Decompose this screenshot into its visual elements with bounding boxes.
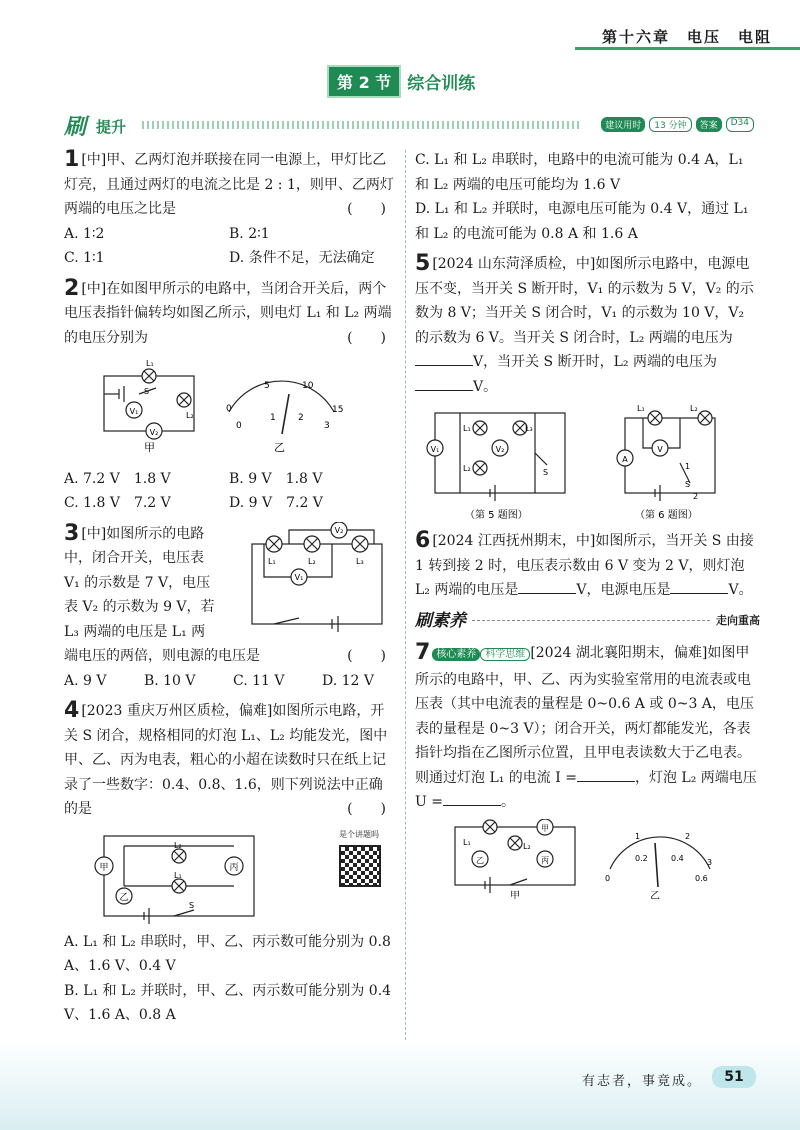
question-text: V，电源电压是: [576, 582, 671, 598]
svg-text:丙: 丙: [541, 855, 549, 865]
circuit-figure-q4: [84, 826, 264, 926]
svg-text:L₁: L₁: [463, 837, 471, 847]
question-3: [64, 522, 394, 694]
answer-label: 答案: [696, 117, 722, 132]
svg-text:丙: 丙: [229, 862, 239, 873]
svg-text:15: 15: [332, 405, 344, 415]
stripe-decoration: [142, 121, 582, 129]
svg-text:0.6: 0.6: [695, 873, 708, 883]
option-b: B. 9 V 1.8 V: [229, 470, 323, 487]
circuit-figure-q7: [415, 819, 745, 899]
answer-blank[interactable]: [670, 580, 728, 594]
svg-text:V₂: V₂: [334, 525, 344, 535]
answer-blank[interactable]: [577, 768, 635, 782]
answer-blank[interactable]: [415, 377, 473, 391]
question-text: V，当开关 S 断开时，L₂ 两端的电压为: [473, 354, 717, 370]
option-a: A. L₁ 和 L₂ 串联时，甲、乙、丙示数可能分别为 0.8 A、1.6 V、0.4 V: [64, 933, 391, 974]
question-number: 3: [64, 520, 80, 546]
answer-paren: ( ): [347, 801, 386, 817]
svg-text:L₁: L₁: [146, 359, 154, 368]
question-2: [64, 277, 394, 516]
question-text: [2024 湖北襄阳期末，偏难]如图甲所示的电路中，甲、乙、丙为实验室常用的电流表或电压表（其中电流表的量程是 0~0.6 A 或 0~3 A，电压表的量程是 0~3 V）；闭合开关，两灯都能发光，各表指针均指在乙图所示位置，且甲电表读数大于乙电表。则通过灯泡 L₁ 的电流 I =: [415, 645, 754, 786]
question-number: 5: [415, 251, 431, 276]
svg-text:S: S: [189, 900, 195, 910]
answer-page: D34: [726, 117, 754, 132]
option-b: B. 2∶1: [229, 225, 270, 242]
answer-blank[interactable]: [518, 580, 576, 594]
qr-code: [339, 830, 394, 910]
answer-paren: ( ): [347, 201, 386, 217]
circuit-figures-q5-q6: [415, 403, 755, 523]
question-number: 4: [64, 698, 80, 723]
left-column: [64, 148, 394, 1034]
option-b: B. L₁ 和 L₂ 并联时，甲、乙、丙示数可能分别为 0.4 V、1.6 A、0.8 A: [64, 982, 392, 1023]
question-number: 7: [415, 640, 431, 665]
answer-blank[interactable]: [443, 792, 501, 806]
column-divider: [405, 150, 406, 1055]
question-text: 。: [500, 794, 515, 810]
option-a: A. 9 V: [64, 672, 107, 689]
option-d: D. L₁ 和 L₂ 并联时，电源电压可能为 0.4 V，通过 L₁ 和 L₂ 的电流可能为 0.8 A 和 1.6 A: [415, 201, 749, 242]
svg-text:1: 1: [270, 413, 276, 423]
svg-text:5: 5: [264, 381, 270, 391]
svg-text:3: 3: [324, 421, 330, 431]
svg-text:L₁: L₁: [637, 404, 645, 413]
subsection-tagline: 走向重高: [716, 613, 760, 627]
question-text: [2024 江西抚州期末，中]如图所示，当开关 S 由接 1 转到接 2 时，电压表示数由 6 V 变为 2 V，则灯泡 L₂ 两端的电压是: [415, 533, 754, 598]
svg-text:A: A: [622, 455, 628, 464]
circuit-figure-q3: [244, 522, 394, 632]
subsection-title: 刷素养: [415, 610, 466, 631]
svg-text:甲: 甲: [99, 862, 109, 873]
svg-text:V₁: V₁: [430, 445, 440, 454]
svg-text:0: 0: [226, 404, 232, 414]
chapter-header: [0, 0, 800, 58]
svg-text:V₂: V₂: [495, 445, 505, 454]
question-text: 表 V₂ 的示数为 9 V，若: [64, 599, 215, 615]
question-number: 2: [64, 275, 80, 301]
svg-text:3: 3: [707, 857, 713, 867]
svg-text:L₃: L₃: [356, 556, 364, 566]
svg-text:乙: 乙: [119, 892, 129, 903]
banner-subtitle: 提升: [96, 118, 127, 136]
option-c: C. 1.8 V 7.2 V: [64, 495, 171, 511]
motto: 有志者，事竟成。: [581, 1074, 702, 1089]
svg-text:0.2: 0.2: [635, 853, 648, 863]
svg-text:S: S: [543, 468, 549, 477]
svg-text:L₁: L₁: [174, 870, 182, 880]
fig-label-yi: 乙: [650, 890, 660, 899]
question-5: [415, 252, 760, 523]
svg-text:0.4: 0.4: [671, 853, 684, 863]
option-a: A. 7.2 V 1.8 V: [64, 470, 171, 487]
time-value: 13 分钟: [649, 117, 691, 132]
answer-paren: ( ): [347, 329, 386, 346]
svg-text:S: S: [144, 387, 150, 396]
qr-label: 是个讲题吗: [339, 829, 379, 839]
question-text: 端电压的两倍，则电源的电压是: [64, 648, 260, 664]
question-text: [中]在如图甲所示的电路中，当闭合开关后，两个电压表指针偏转均如图乙所示，则电灯 L₁ 和 L₂ 两端的电压分别为: [64, 280, 392, 346]
question-number: 6: [415, 528, 431, 553]
svg-text:L₃: L₃: [525, 424, 533, 433]
option-b: B. 10 V: [143, 672, 196, 689]
svg-text:1: 1: [685, 462, 691, 471]
question-text: [2023 重庆万州区质检，偏难]如图所示电路，开关 S 闭合，规格相同的灯泡 L₁、L₂ 均能发光，图中甲、乙、丙为电表，粗心的小超在读数时只在纸上记录了一些数字：0.4、0.8、1.6，则下列说法中正确的是: [64, 703, 388, 817]
option-d: D. 12 V: [321, 672, 374, 689]
right-column: [415, 148, 760, 905]
svg-text:0: 0: [605, 873, 611, 883]
section-title: [327, 66, 475, 96]
svg-text:L₂: L₂: [186, 411, 194, 420]
svg-text:L₂: L₂: [690, 404, 698, 413]
svg-text:V₁: V₁: [129, 407, 139, 416]
option-a: A. 1∶2: [64, 225, 105, 242]
svg-text:L₂: L₂: [308, 556, 316, 566]
caption-q5: （第 5 题图）: [465, 510, 528, 521]
svg-text:V₁: V₁: [294, 572, 304, 582]
question-text: V。: [473, 378, 498, 395]
section-name: 综合训练: [407, 73, 476, 94]
page-number: 51: [712, 1066, 756, 1088]
question-text: [中]甲、乙两灯泡并联接在同一电源上，甲灯比乙灯亮，且通过两灯的电流之比是 2 : 1，则甲、乙两灯两端的电压之比是: [64, 152, 394, 217]
svg-text:V₂: V₂: [149, 428, 159, 437]
svg-text:甲: 甲: [541, 823, 549, 833]
fig-label-yi: 乙: [274, 441, 285, 454]
question-text: 中，闭合开关，电压表: [64, 550, 204, 566]
badge-core: 核心素养: [432, 648, 480, 661]
question-text: ，灯泡 L₂ 两端电压 U =: [415, 769, 757, 810]
svg-text:乙: 乙: [476, 855, 484, 865]
practice-banner: [64, 110, 754, 138]
option-c: C. 1∶1: [64, 250, 105, 266]
svg-text:L₂: L₂: [523, 841, 531, 851]
svg-text:L₁: L₁: [463, 424, 471, 433]
page-footer: [0, 1040, 800, 1130]
svg-text:2: 2: [685, 831, 691, 841]
question-6: [415, 529, 760, 603]
option-d: D. 条件不足，无法确定: [229, 250, 375, 266]
question-text: [2024 山东菏泽质检，中]如图所示电路中，电源电压不变，当开关 S 断开时，V₁ 的示数为 5 V，V₂ 的示数为 8 V；当开关 S 闭合时，V₁ 的示数为 10 V，V₂ 的示数为 6 V。当开关 S 闭合时，L₂ 两端的电压为: [415, 256, 754, 346]
answer-paren: ( ): [347, 648, 386, 664]
fig-label-jia: 甲: [510, 890, 520, 899]
time-label: 建议用时: [601, 117, 645, 132]
svg-text:S: S: [685, 480, 691, 489]
question-text: L₃ 两端的电压是 L₁ 两: [64, 623, 206, 640]
svg-text:10: 10: [302, 381, 314, 391]
svg-text:L₁: L₁: [268, 556, 276, 566]
question-7: [415, 641, 760, 899]
option-d: D. 9 V 7.2 V: [229, 495, 323, 511]
section-number: 第 2 节: [327, 65, 401, 98]
svg-text:2: 2: [693, 492, 699, 501]
shua-logo: 刷: [64, 115, 87, 140]
svg-text:0: 0: [236, 421, 242, 431]
question-text: [中]如图所示的电路: [81, 525, 205, 542]
option-c: C. L₁ 和 L₂ 串联时，电路中的电流可能为 0.4 A，L₁ 和 L₂ 两端的电压可能均为 1.6 V: [415, 152, 744, 193]
chapter-title: 第十六章 电压 电阻: [601, 28, 772, 46]
svg-text:L₂: L₂: [463, 464, 471, 473]
question-4-continued: [415, 148, 760, 246]
caption-q6: （第 6 题图）: [635, 510, 698, 521]
question-number: 1: [64, 147, 80, 172]
svg-text:L₂: L₂: [174, 840, 182, 850]
subsection-header: [415, 609, 760, 634]
question-1: [64, 148, 394, 271]
svg-text:2: 2: [298, 413, 304, 423]
answer-blank[interactable]: [415, 352, 473, 366]
option-c: C. 11 V: [233, 672, 285, 689]
question-4: [64, 699, 394, 1028]
fig-label-jia: 甲: [144, 441, 155, 454]
question-text: V。: [728, 582, 753, 598]
svg-text:1: 1: [635, 831, 641, 841]
badge-science: 科学思维: [480, 648, 530, 661]
question-text: V₁ 的示数是 7 V，电压: [64, 574, 211, 591]
circuit-figure-q2: [64, 354, 364, 454]
svg-text:V: V: [657, 445, 663, 454]
